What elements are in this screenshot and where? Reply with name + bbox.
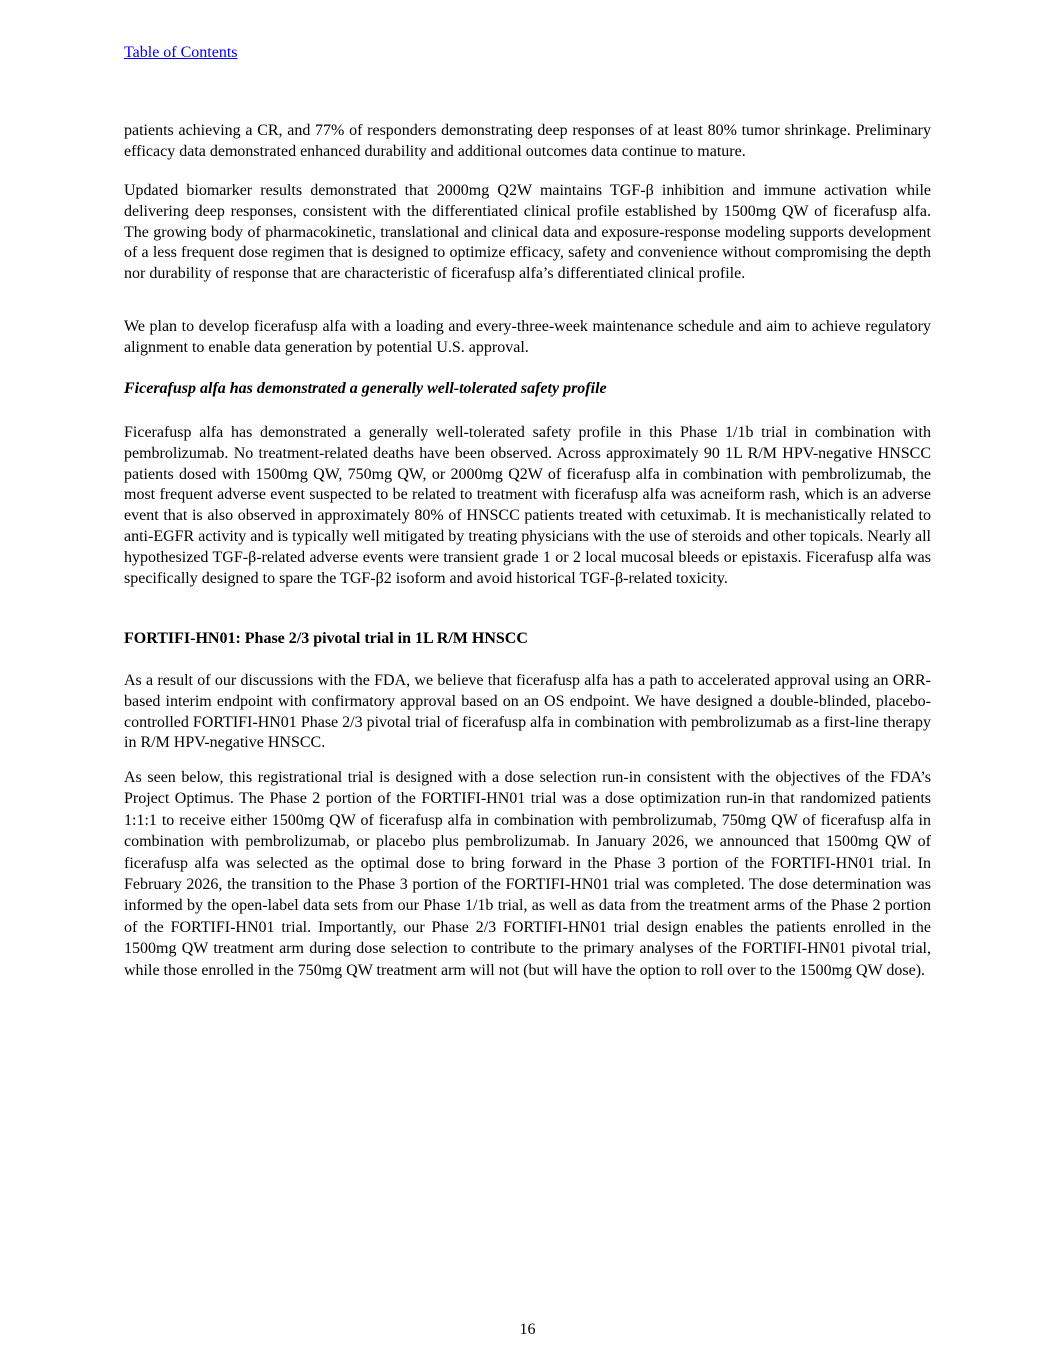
page-number: 16	[519, 1321, 536, 1338]
paragraph-fda: As a result of our discussions with the FDA, we believe that ficerafusp alfa has a path to accelerated approval using an ORR-based interim endpoint with confirmatory approval based on an OS endpoint. We have designed a double-blinded, placebo-controlled FORTIFI-HN01 Phase 2/3 pivotal trial of ficerafusp alfa in combination with pembrolizumab as a first-line therapy in R/M HPV-negative HNSCC.	[124, 672, 931, 752]
paragraph-efficacy: patients achieving a CR, and 77% of responders demonstrating deep responses of at least 80% tumor shrinkage. Preliminary efficacy data demonstrated enhanced durability and additional outcomes data continue to mature.	[124, 122, 931, 160]
paragraph-trial-design: As seen below, this registrational trial is designed with a dose selection run-in consistent with the objectives of the FDA’s Project Optimus. The Phase 2 portion of the FORTIFI-HN01 trial was a dose optimization run-in that randomized patients 1:1:1 to receive either 1500mg QW of ficerafusp alfa in combination with pembrolizumab, 750mg QW of ficerafusp alfa in combination with pembrolizumab, or placebo plus pembrolizumab. In January 2026, we announced that 1500mg QW of ficerafusp alfa was selected as the optimal dose to bring forward in the Phase 3 portion of the FORTIFI-HN01 trial. In February 2026, the transition to the Phase 3 portion of the FORTIFI-HN01 trial was completed. The dose determination was informed by the open-label data sets from our Phase 1/1b trial, as well as data from the treatment arms of the Phase 2 portion of the FORTIFI-HN01 trial. Importantly, our Phase 2/3 FORTIFI-HN01 trial design enables the patients enrolled in the 1500mg QW treatment arm during dose selection to contribute to the primary analyses of the FORTIFI-HN01 pivotal trial, while those enrolled in the 750mg QW treatment arm will not (but will have the option to roll over to the 1500mg QW dose).	[124, 769, 931, 979]
table-of-contents-link[interactable]: Table of Contents	[124, 44, 238, 61]
paragraph-biomarker: Updated biomarker results demonstrated that 2000mg Q2W maintains TGF-β inhibition and immune activation while delivering deep responses, consistent with the differentiated clinical profile established by 1500mg QW of ficerafusp alfa. The growing body of pharmacokinetic, translational and clinical data and exposure-response modeling supports development of a less frequent dose regimen that is designed to optimize efficacy, safety and convenience without compromising the depth nor durability of response that are characteristic of ficerafusp alfa’s differentiated clinical profile.	[124, 182, 931, 283]
paragraph-plan: We plan to develop ficerafusp alfa with a loading and every-three-week maintenance schedule and aim to achieve regulatory alignment to enable data generation by potential U.S. approval.	[124, 318, 931, 356]
paragraph-safety: Ficerafusp alfa has demonstrated a generally well-tolerated safety profile in this Phase 1/1b trial in combination with pembrolizumab. No treatment-related deaths have been observed. Across approximately 90 1L R/M HPV-negative HNSCC patients dosed with 1500mg QW, 750mg QW, or 2000mg Q2W of ficerafusp alfa in combination with pembrolizumab, the most frequent adverse event suspected to be related to treatment with ficerafusp alfa was acneiform rash, which is an adverse event that is also observed in approximately 80% of HNSCC patients treated with cetuximab. It is mechanistically related to anti-EGFR activity and is typically well mitigated by treating physicians with the use of steroids and other topicals. Nearly all hypothesized TGF-β-related adverse events were transient grade 1 or 2 local mucosal bleeds or epistaxis. Ficerafusp alfa was specifically designed to spare the TGF-β2 isoform and avoid historical TGF-β-related toxicity.	[124, 424, 931, 587]
subheading-safety: Ficerafusp alfa has demonstrated a generally well-tolerated safety profile	[124, 380, 607, 397]
heading-fortifi: FORTIFI-HN01: Phase 2/3 pivotal trial in 1L R/M HNSCC	[124, 630, 528, 647]
